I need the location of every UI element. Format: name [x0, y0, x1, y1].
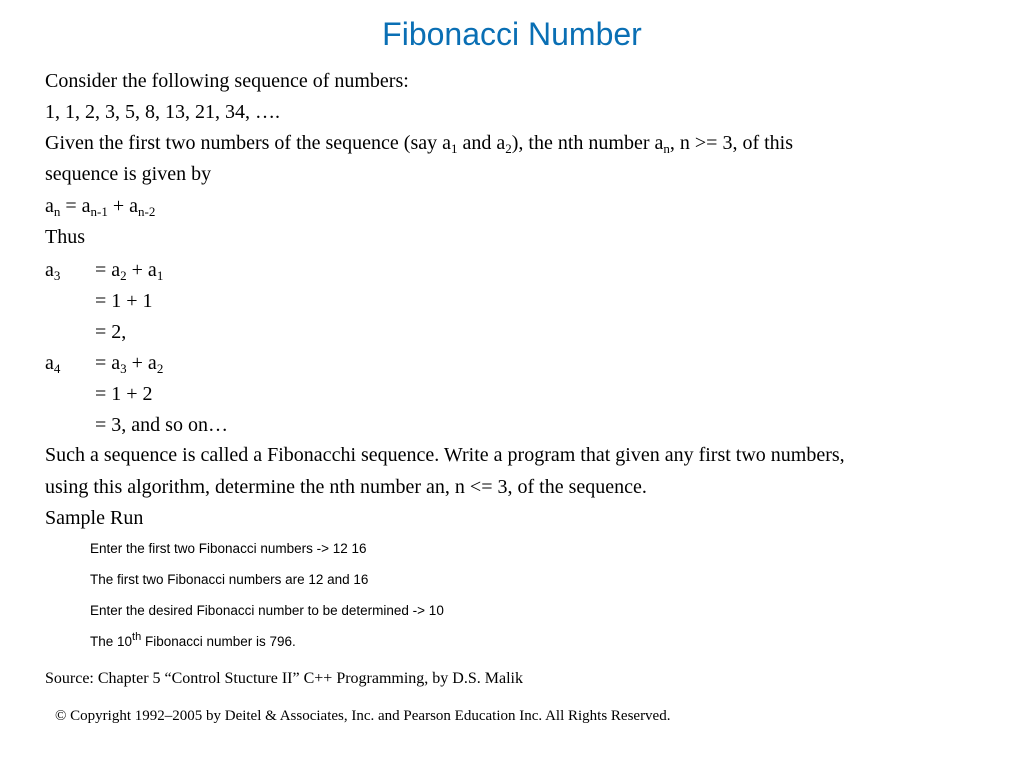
formula-sub-n2: n-2	[138, 204, 156, 219]
sample-run-line-4-sup: th	[132, 631, 142, 643]
given-sub-3: n	[663, 141, 670, 156]
a4-step-1-s2: 2	[156, 361, 164, 376]
a3-label-sub: 3	[53, 268, 61, 283]
given-sub-2: 2	[505, 141, 512, 156]
given-sub-1: 1	[451, 141, 458, 156]
a4-step-1-s1: 3	[120, 361, 127, 376]
a4-label-a: a	[45, 352, 54, 374]
sample-run-label: Sample Run	[45, 507, 144, 529]
slide-title: Fibonacci Number	[382, 16, 642, 52]
formula-sub-n: n	[53, 204, 61, 219]
sample-run-line-1: Enter the first two Fibonacci numbers -> 12 16	[90, 541, 367, 556]
sample-run-line-4-p1: The 10	[90, 634, 133, 649]
a4-step-1-p2: + a	[126, 352, 157, 374]
a3-step-1-s2: 1	[156, 268, 164, 283]
a3-step-1-p2: + a	[126, 259, 157, 281]
sample-run-line-4-p2: Fibonacci number is 796.	[141, 634, 296, 649]
sample-run-line-2: The first two Fibonacci numbers are 12 and 16	[90, 572, 369, 587]
source-citation: Source: Chapter 5 “Control Stucture II” C++ Programming, by D.S. Malik	[45, 670, 523, 687]
given-part-3: ), the nth number a	[511, 132, 664, 154]
formula-eq: = a	[60, 195, 91, 217]
copyright-notice: © Copyright 1992–2005 by Deitel & Associates, Inc. and Pearson Education Inc. All Rights Reserved.	[55, 708, 671, 724]
given-text	[45, 131, 793, 155]
a4-label-sub: 4	[53, 361, 61, 376]
sample-run-line-4	[90, 633, 296, 651]
a4-step-2: = 1 + 2	[95, 383, 153, 405]
given-part-1: Given the first two numbers of the sequence (say a	[45, 132, 451, 154]
a4-label	[45, 351, 60, 375]
problem-line-1: Such a sequence is called a Fibonacchi sequence. Write a program that given any first two numbers,	[45, 444, 845, 466]
a3-label-a: a	[45, 259, 54, 281]
intro-text: Consider the following sequence of numbers:	[45, 70, 409, 92]
formula-a: a	[45, 195, 54, 217]
a3-step-1-s1: 2	[120, 268, 127, 283]
problem-line-2: using this algorithm, determine the nth number an, n <= 3, of the sequence.	[45, 476, 647, 498]
a3-step-1-p1: = a	[95, 259, 121, 281]
sequence-text: 1, 1, 2, 3, 5, 8, 13, 21, 34, ….	[45, 101, 280, 123]
a4-step-1-p1: = a	[95, 352, 121, 374]
given-text-line2: sequence is given by	[45, 163, 212, 185]
a3-step-2: = 1 + 1	[95, 290, 153, 312]
given-part-2: and a	[457, 132, 506, 154]
thus-text: Thus	[45, 226, 85, 248]
formula-sub-n1: n-1	[90, 204, 108, 219]
a4-step-3: = 3, and so on…	[95, 414, 228, 436]
given-part-4: , n >= 3, of this	[669, 132, 794, 154]
a4-step-1	[95, 351, 163, 375]
a3-label	[45, 258, 60, 282]
a3-step-3: = 2,	[95, 321, 127, 343]
sample-run-line-3: Enter the desired Fibonacci number to be determined -> 10	[90, 603, 444, 618]
formula-plus: + a	[107, 195, 139, 217]
a3-step-1	[95, 258, 163, 282]
recurrence-formula	[45, 194, 155, 218]
